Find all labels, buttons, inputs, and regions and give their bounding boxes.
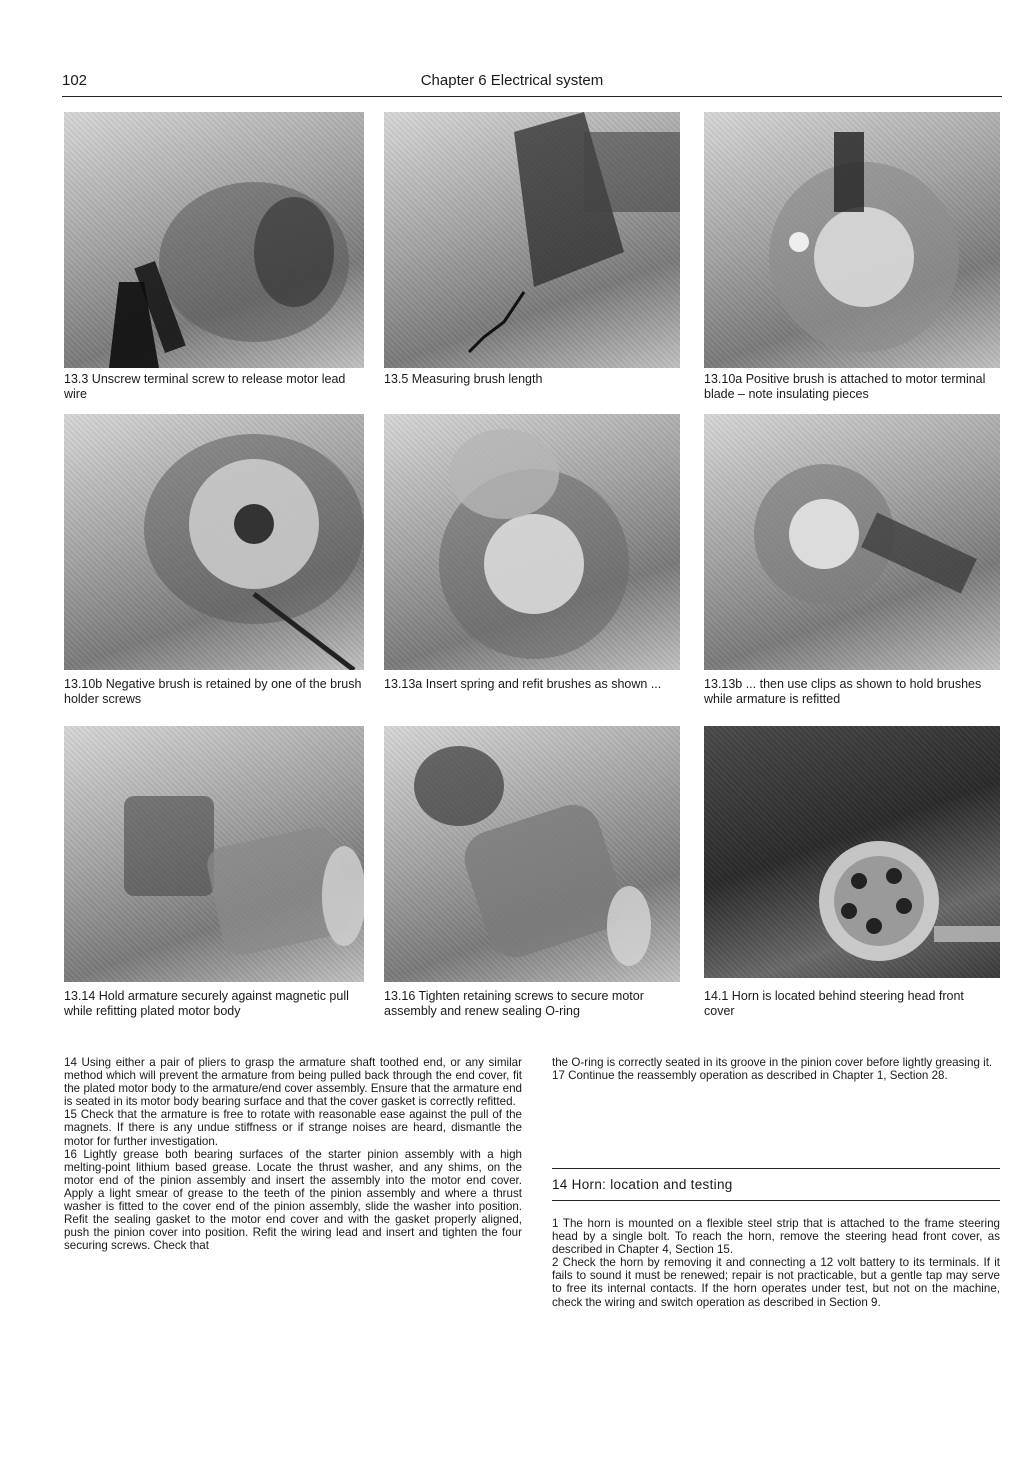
end-cover-illustration <box>704 112 1000 368</box>
header-rule <box>62 96 1002 97</box>
photo-retaining-screws <box>384 726 680 982</box>
figure-caption-13-13b: 13.13b ... then use clips as shown to hold brushes while armature is refitted <box>704 677 982 706</box>
section-rule-top <box>552 1168 1000 1169</box>
page-number: 102 <box>62 72 88 89</box>
spring-illustration <box>384 414 680 670</box>
motor-lead-illustration <box>64 112 364 368</box>
figure-caption-13-14: 13.14 Hold armature securely against magnetic pull while refitting plated motor body <box>64 989 349 1018</box>
figure-caption-14-1: 14.1 Horn is located behind steering head front cover <box>704 989 964 1018</box>
photo-brush-clips <box>704 414 1000 670</box>
paragraph-16-continued: the O-ring is correctly seated in its groove in the pinion cover before lightly greasing it. <box>552 1056 993 1069</box>
figure-caption-13-3: 13.3 Unscrew terminal screw to release motor lead wire <box>64 372 346 401</box>
motor-body-illustration <box>64 726 364 982</box>
figure-caption-13-13a: 13.13a Insert spring and refit brushes as shown ... <box>384 677 662 691</box>
figure-caption-13-10b: 13.10b Negative brush is retained by one of the brush holder screws <box>64 677 362 706</box>
paragraph-16: 16 Lightly grease both bearing surfaces of the starter pinion assembly with a high melting-point lithium based grease. Locate the thrust washer, and any shims, on the motor end of the pinion assembly and insert the assembly into the motor end cover. Apply a light smear of grease to the teeth of the pinion assembly and where a thrust washer is fitted to the cover end of the pinion assembly, slide the washer into position. Refit the sealing gasket to the motor end cover and with the gasket properly aligned, push the pinion cover into position. Refit the wiring lead and insert and tighten the four securing screws. Check that <box>64 1147 522 1253</box>
photo-insert-spring <box>384 414 680 670</box>
photo-negative-brush <box>64 414 364 670</box>
running-head: Chapter 6 Electrical system <box>420 72 604 89</box>
left-text-column <box>64 1056 522 1252</box>
paragraph-14: 14 Using either a pair of pliers to grasp the armature shaft toothed end, or any similar method which will prevent the armature from being pulled back through the end cover, fit the plated motor body to the armature/end cover assembly. Ensure that the armature end is seated in its motor body bearing surface and that the cover gasket is correctly refitted. <box>64 1056 522 1109</box>
right-text-continuation <box>552 1056 1000 1082</box>
horn-section-text <box>552 1217 1000 1309</box>
photo-positive-brush <box>704 112 1000 368</box>
photo-hold-armature <box>64 726 364 982</box>
photo-terminal-screw <box>64 112 364 368</box>
armature-clip-illustration <box>704 414 1000 670</box>
photo-brush-length <box>384 112 680 368</box>
section-rule-bottom <box>552 1200 1000 1201</box>
starter-motor-illustration <box>384 726 680 982</box>
horn-illustration <box>704 726 1000 978</box>
horn-paragraph-2: 2 Check the horn by removing it and connecting a 12 volt battery to its terminals. If it fails to sound it must be renewed; repair is not practicable, but a gentle tap may serve to free its internal contacts. If the horn operates under test, but not on the machine, check the wiring and switch operation as described in Section 9. <box>552 1256 1000 1309</box>
paragraph-15: 15 Check that the armature is free to rotate with reasonable ease against the pull of the magnets. If there is any undue stiffness or if strange noises are heard, dismantle the motor for further investigation. <box>64 1108 522 1148</box>
figure-caption-13-10a: 13.10a Positive brush is attached to motor terminal blade – note insulating pieces <box>704 372 986 401</box>
caliper-illustration <box>384 112 680 368</box>
horn-paragraph-1: 1 The horn is mounted on a flexible steel strip that is attached to the frame steering head by a single bolt. To reach the horn, remove the steering head front cover, as described in Chapter 4, Section 15. <box>552 1217 1000 1257</box>
section-heading-horn: 14 Horn: location and testing <box>552 1177 733 1192</box>
brush-holder-illustration <box>64 414 364 670</box>
paragraph-17: 17 Continue the reassembly operation as described in Chapter 1, Section 28. <box>552 1069 948 1083</box>
figure-caption-13-5: 13.5 Measuring brush length <box>384 372 543 386</box>
figure-caption-13-16: 13.16 Tighten retaining screws to secure motor assembly and renew sealing O-ring <box>384 989 644 1018</box>
photo-horn <box>704 726 1000 978</box>
